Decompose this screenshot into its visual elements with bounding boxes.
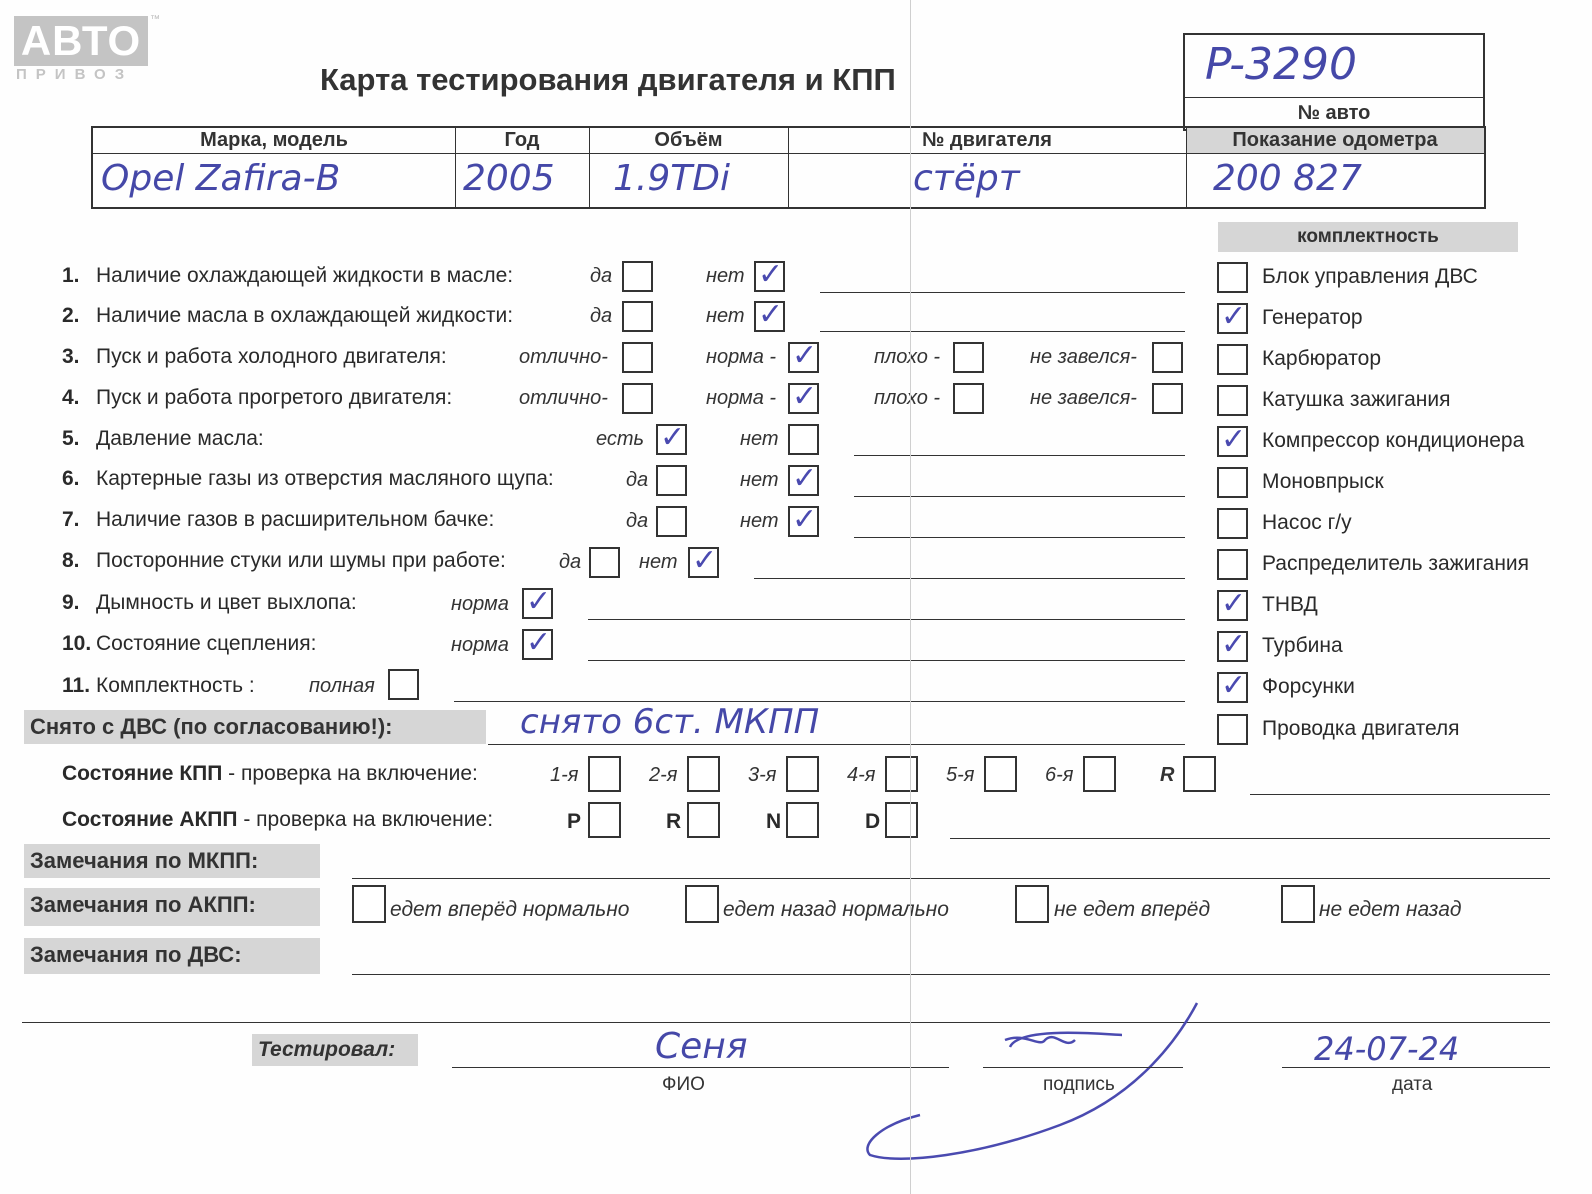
option-label: нет [740, 510, 779, 532]
komplekt-item-label: Форсунки [1262, 675, 1355, 698]
answer-line [950, 838, 1550, 839]
gear-checkbox[interactable] [984, 756, 1017, 792]
option-label: плохо - [874, 387, 941, 409]
komplekt-checkbox[interactable] [1217, 672, 1248, 703]
komplekt-header [1218, 222, 1518, 252]
komplekt-title: комплектность [1297, 226, 1439, 247]
option-checkbox[interactable] [754, 301, 785, 332]
komplekt-item-label: Проводка двигателя [1262, 717, 1460, 740]
gear-label: 5-я [946, 764, 975, 786]
option-checkbox[interactable] [622, 383, 653, 414]
komplekt-checkbox[interactable] [1217, 508, 1248, 539]
akpp-remark-checkbox[interactable] [685, 885, 719, 923]
item-label: Картерные газы из отверстия масляного щупа: [96, 467, 554, 490]
option-checkbox[interactable] [388, 669, 419, 700]
akpp-gear-label: N [766, 810, 782, 833]
akpp-gear-checkbox[interactable] [687, 802, 720, 838]
option-checkbox[interactable] [522, 588, 553, 619]
komplekt-checkbox[interactable] [1217, 303, 1248, 334]
auto-number-label: № авто [1297, 102, 1371, 124]
year-value: 2005 [463, 158, 555, 199]
trademark-mark: ™ [150, 14, 160, 25]
option-checkbox[interactable] [688, 547, 719, 578]
komplekt-checkbox[interactable] [1217, 262, 1248, 293]
komplekt-checkbox[interactable] [1217, 590, 1248, 621]
kpp-label-rest: - проверка на включение: [222, 762, 478, 785]
option-label: нет [706, 265, 745, 287]
brand-logo-subtitle: ПРИВОЗ [16, 66, 134, 83]
answer-line [820, 331, 1185, 332]
option-label: норма [451, 593, 509, 615]
date-value: 24-07-24 [1314, 1030, 1460, 1068]
auto-number-box [1183, 33, 1485, 131]
answer-line [22, 1022, 1550, 1023]
model-value: Opel Zafira-B [101, 158, 341, 199]
option-label: норма - [706, 346, 777, 368]
komplekt-item-label: Насос г/у [1262, 511, 1352, 534]
item-number: 8. [62, 549, 80, 572]
col-volume-header: Объём [654, 129, 723, 151]
gear-checkbox[interactable] [588, 756, 621, 792]
akpp-label-bold: Состояние АКПП [62, 808, 238, 831]
gear-label: 6-я [1045, 764, 1074, 786]
answer-line [754, 578, 1185, 579]
option-label: полная [309, 675, 375, 697]
gear-label: R [1160, 764, 1175, 786]
akpp-remark-checkbox[interactable] [1015, 885, 1049, 923]
page-title: Карта тестирования двигателя и КПП [320, 62, 896, 97]
tester-name-value: Сеня [655, 1026, 748, 1067]
item-number: 7. [62, 508, 80, 531]
remarks-mkpp-label: Замечания по МКПП: [24, 844, 320, 878]
option-checkbox[interactable] [522, 629, 553, 660]
remarks-dvs-label: Замечания по ДВС: [24, 938, 320, 974]
answer-line [854, 537, 1185, 538]
option-label: да [590, 305, 613, 327]
tested-label: Тестировал: [252, 1034, 418, 1066]
gear-checkbox[interactable] [1083, 756, 1116, 792]
gear-checkbox[interactable] [786, 756, 819, 792]
gear-checkbox[interactable] [885, 756, 918, 792]
option-checkbox[interactable] [788, 424, 819, 455]
option-label: отлично- [519, 387, 608, 409]
option-label: норма - [706, 387, 777, 409]
option-label: не завелся- [1030, 346, 1137, 368]
option-label: да [626, 510, 649, 532]
akpp-label [62, 808, 493, 832]
komplekt-item-label: Карбюратор [1262, 347, 1382, 370]
item-label: Пуск и работа прогретого двигателя: [96, 386, 453, 409]
option-label: да [590, 265, 613, 287]
item-number: 4. [62, 386, 80, 409]
akpp-gear-label: R [666, 810, 682, 833]
akpp-gear-label: D [865, 810, 881, 833]
option-label: норма [451, 634, 509, 656]
date-label: дата [1392, 1074, 1433, 1095]
option-checkbox[interactable] [622, 301, 653, 332]
volume-value: 1.9TDi [613, 158, 730, 199]
option-label: нет [740, 469, 779, 491]
engine-number-value: стёрт [913, 158, 1020, 199]
item-label: Пуск и работа холодного двигателя: [96, 345, 447, 368]
option-checkbox[interactable] [656, 424, 687, 455]
option-label: не завелся- [1030, 387, 1137, 409]
option-label: плохо - [874, 346, 941, 368]
item-label: Дымность и цвет выхлопа: [96, 591, 357, 614]
komplekt-checkbox[interactable] [1217, 426, 1248, 457]
item-label: Посторонние стуки или шумы при работе: [96, 549, 506, 572]
answer-line [588, 660, 1185, 661]
gear-checkbox[interactable] [687, 756, 720, 792]
gear-label: 2-я [649, 764, 678, 786]
komplekt-item-label: Турбина [1262, 634, 1343, 657]
remarks-akpp-label: Замечания по АКПП: [24, 888, 320, 926]
option-label: нет [639, 551, 678, 573]
akpp-remark-label: едет назад нормально [723, 898, 949, 921]
item-number: 5. [62, 427, 80, 450]
option-checkbox[interactable] [953, 383, 984, 414]
komplekt-checkbox[interactable] [1217, 467, 1248, 498]
komplekt-checkbox[interactable] [1217, 549, 1248, 580]
komplekt-item-label: Компрессор кондиционера [1262, 429, 1525, 452]
akpp-gear-checkbox[interactable] [885, 802, 918, 838]
kpp-label [62, 762, 478, 786]
komplekt-list [1217, 262, 1587, 752]
option-label: да [626, 469, 649, 491]
gear-checkbox[interactable] [1183, 756, 1216, 792]
signature-line [983, 1067, 1183, 1068]
option-checkbox[interactable] [788, 506, 819, 537]
option-checkbox[interactable] [1152, 383, 1183, 414]
col-odometer-header: Показание одометра [1232, 129, 1438, 151]
gear-label: 1-я [550, 764, 579, 786]
col-year-header: Год [504, 129, 540, 151]
akpp-gear-checkbox[interactable] [786, 802, 819, 838]
removed-label: Снято с ДВС (по согласованию!): [24, 710, 486, 744]
akpp-gear-checkbox[interactable] [588, 802, 621, 838]
akpp-remark-label: не едет вперёд [1054, 898, 1211, 921]
header-table [91, 126, 1486, 209]
komplekt-checkbox[interactable] [1217, 385, 1248, 416]
auto-number-value: P-3290 [1205, 39, 1357, 90]
signature-label: подпись [1043, 1074, 1115, 1095]
akpp-remark-label: едет вперёд нормально [390, 898, 630, 921]
komplekt-item-label: Генератор [1262, 306, 1363, 329]
item-number: 9. [62, 591, 80, 614]
option-checkbox[interactable] [953, 342, 984, 373]
akpp-remark-checkbox[interactable] [1281, 885, 1315, 923]
fio-label: ФИО [662, 1074, 705, 1095]
answer-line [588, 619, 1185, 620]
komplekt-item-label: Катушка зажигания [1262, 388, 1451, 411]
akpp-remark-checkbox[interactable] [352, 885, 386, 923]
brand-logo: АВТО [14, 16, 148, 66]
item-label: Давление масла: [96, 427, 264, 450]
item-label: Наличие охлаждающей жидкости в масле: [96, 264, 514, 287]
gear-label: 4-я [847, 764, 876, 786]
item-label: Наличие газов в расширительном бачке: [96, 508, 495, 531]
kpp-label-bold: Состояние КПП [62, 762, 223, 785]
item-number: 1. [62, 264, 80, 287]
komplekt-checkbox[interactable] [1217, 344, 1248, 375]
odometer-value: 200 827 [1213, 158, 1362, 199]
komplekt-checkbox[interactable] [1217, 631, 1248, 662]
item-number: 11. [62, 674, 91, 697]
item-number: 6. [62, 467, 80, 490]
option-label: есть [596, 428, 645, 450]
fold-line [910, 0, 911, 1194]
answer-line [1250, 794, 1550, 795]
option-checkbox[interactable] [788, 342, 819, 373]
item-number: 3. [62, 345, 80, 368]
item-number: 2. [62, 304, 80, 327]
item-label: Комплектность : [96, 674, 255, 697]
akpp-gear-label: P [567, 810, 582, 833]
akpp-remark-label: не едет назад [1319, 898, 1462, 921]
item-label: Состояние сцепления: [96, 632, 317, 655]
answer-line [488, 744, 1185, 745]
answer-line [854, 455, 1185, 456]
option-checkbox[interactable] [589, 547, 620, 578]
col-model-header: Марка, модель [200, 129, 348, 151]
answer-line [820, 292, 1185, 293]
komplekt-item-label: Распределитель зажигания [1262, 552, 1530, 575]
option-checkbox[interactable] [788, 465, 819, 496]
answer-line [352, 974, 1550, 975]
option-label: отлично- [519, 346, 608, 368]
option-checkbox[interactable] [622, 342, 653, 373]
option-checkbox[interactable] [788, 383, 819, 414]
gear-label: 3-я [748, 764, 777, 786]
answer-line [352, 878, 1550, 879]
item-number: 10. [62, 632, 92, 655]
komplekt-item-label: ТНВД [1262, 593, 1318, 616]
signature-image [860, 995, 1210, 1170]
komplekt-checkbox[interactable] [1217, 714, 1248, 745]
komplekt-item-label: Моновпрыск [1262, 470, 1384, 493]
option-checkbox[interactable] [1152, 342, 1183, 373]
option-checkbox[interactable] [656, 465, 687, 496]
removed-value: снято 6ст. МКПП [520, 702, 820, 742]
option-label: нет [740, 428, 779, 450]
option-checkbox[interactable] [622, 261, 653, 292]
answer-line [854, 496, 1185, 497]
date-line [1282, 1067, 1550, 1068]
akpp-label-rest: - проверка на включение: [237, 808, 494, 831]
option-checkbox[interactable] [656, 506, 687, 537]
col-engine-header: № двигателя [922, 129, 1052, 151]
option-checkbox[interactable] [754, 261, 785, 292]
komplekt-item-label: Блок управления ДВС [1262, 265, 1478, 288]
option-label: нет [706, 305, 745, 327]
option-label: да [559, 551, 582, 573]
item-label: Наличие масла в охлаждающей жидкости: [96, 304, 514, 327]
